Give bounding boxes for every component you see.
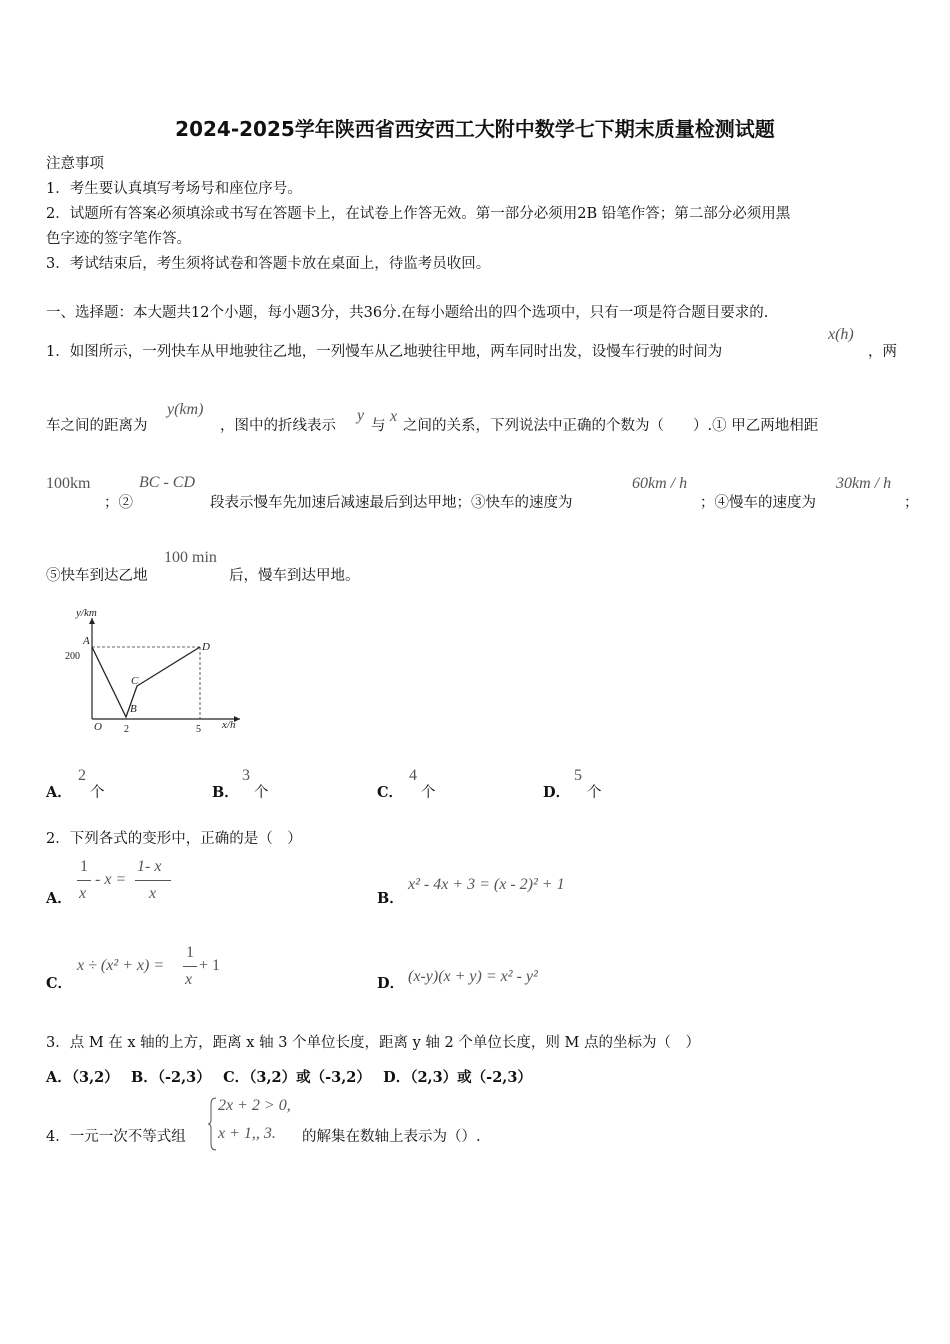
- q2-option-b-label: B．: [377, 890, 404, 907]
- q2-option-c-formula: [77, 944, 237, 994]
- fraction-bar: [183, 966, 197, 967]
- y-tick-label: 200: [65, 651, 80, 662]
- distance-polyline: [92, 647, 200, 717]
- section-heading: 一、选择题：本大题共12个小题，每小题3分，共36分.在每小题给出的四个选项中，只有一项是符合题目要求的.: [46, 305, 769, 321]
- q1-option-b-value: 3: [242, 767, 250, 784]
- brace-icon: [207, 1096, 217, 1152]
- formula-left: x ÷ (x² + x) =: [77, 957, 165, 974]
- q1-math-ykm: y(km): [167, 401, 204, 418]
- q4-inequality-2: x + 1,, 3.: [218, 1125, 276, 1142]
- formula-right: + 1: [199, 957, 221, 974]
- q1-line3-b: 段表示慢车先加速后减速最后到达甲地；③快车的速度为: [210, 495, 573, 511]
- page-title: 2024-2025学年陕西省西安西工大附中数学七下期末质量检测试题: [175, 117, 775, 141]
- fraction-denominator: x: [149, 885, 157, 902]
- fraction-bar: [77, 880, 91, 881]
- y-axis-label: y/km: [76, 607, 97, 619]
- q1-line3-d: ；: [904, 495, 919, 511]
- notice-item: 2．试题所有答案必须填涂或书写在答题卡上，在试卷上作答无效。第一部分必须用2B 铅笔作答；第二部分必须用黑: [46, 206, 791, 222]
- q1-line1-end: ，两: [868, 344, 897, 360]
- q1-math-y: y: [357, 407, 365, 424]
- q2-option-c-label: C．: [46, 975, 73, 992]
- q3-options: A．（3,2） B．（-2,3） C．（3,2）或（-3,2） D．（2,3）或（-2,3）: [46, 1069, 532, 1086]
- q1-math-100km: 100km: [46, 475, 91, 492]
- q1-line2-b: ，图中的折线表示: [220, 418, 336, 434]
- q1-option-c-value: 4: [409, 767, 417, 784]
- q4-inequality-1: 2x + 2 > 0,: [218, 1097, 291, 1114]
- q1-math-60: 60km / h: [632, 475, 688, 492]
- q1-line2-a: 车之间的距离为: [46, 418, 148, 434]
- q1-line4-a: ⑤快车到达乙地: [46, 568, 148, 584]
- q2-option-a-formula: [77, 858, 177, 908]
- q2-option-d-formula: (x-y)(x + y) = x² - y²: [408, 968, 538, 985]
- q1-math-30: 30km / h: [836, 475, 892, 492]
- q1-option-c-unit: 个: [421, 785, 436, 801]
- q1-line3-a: ；②: [104, 495, 133, 511]
- q1-graph: [60, 604, 250, 744]
- q2-option-d-label: D．: [377, 975, 405, 992]
- fraction-bar: [135, 880, 171, 881]
- q1-option-b-unit: 个: [254, 785, 269, 801]
- x-axis-label: x/h: [222, 719, 236, 731]
- q1-math-100min: 100 min: [164, 549, 217, 566]
- q1-option-b-label: B．: [212, 784, 239, 801]
- q1-math-xh: x(h): [828, 326, 854, 343]
- point-label-a: A: [83, 635, 90, 647]
- q1-math-x: x: [390, 408, 398, 425]
- q2-option-b-formula: x² - 4x + 3 = (x - 2)² + 1: [408, 876, 565, 893]
- q1-option-a-unit: 个: [90, 785, 105, 801]
- q1-line2-d: 之间的关系，下列说法中正确的个数为（ ）.① 甲乙两地相距: [403, 418, 819, 434]
- fraction-denominator: x: [79, 885, 87, 902]
- q1-line4-b: 后，慢车到达甲地。: [229, 568, 360, 584]
- q1-line2-c: 与: [371, 418, 386, 434]
- q4-stem-end: 的解集在数轴上表示为（）.: [302, 1129, 481, 1145]
- point-label-b: B: [130, 703, 137, 715]
- x-tick-label: 5: [196, 724, 201, 735]
- q1-option-d-unit: 个: [587, 785, 602, 801]
- x-tick-label: 2: [124, 724, 129, 735]
- point-label-c: C: [131, 675, 139, 687]
- fraction-numerator: 1: [80, 858, 88, 875]
- q4-stem: 4．一元一次不等式组: [46, 1129, 186, 1145]
- q1-line3-c: ；④慢车的速度为: [700, 495, 816, 511]
- q1-option-d-value: 5: [574, 767, 582, 784]
- notice-item: 3．考试结束后，考生须将试卷和答题卡放在桌面上，待监考员收回。: [46, 256, 491, 272]
- notice-heading: 注意事项: [46, 156, 104, 172]
- formula-middle: - x =: [95, 871, 127, 888]
- q2-stem: 2．下列各式的变形中，正确的是（ ）: [46, 831, 302, 847]
- fraction-numerator: 1: [186, 944, 194, 961]
- fraction-denominator: x: [185, 971, 193, 988]
- fraction-numerator: 1- x: [137, 858, 162, 875]
- q3-stem: 3．点 M 在 x 轴的上方，距离 x 轴 3 个单位长度，距离 y 轴 2 个单位长度，则 M 点的坐标为（ ）: [46, 1035, 700, 1051]
- q2-option-a-label: A．: [46, 890, 72, 907]
- q1-option-c-label: C．: [377, 784, 404, 801]
- q1-line1: 1．如图所示，一列快车从甲地驶往乙地，一列慢车从乙地驶往甲地，两车同时出发，设慢车行驶的时间为: [46, 344, 723, 360]
- q1-option-d-label: D．: [543, 784, 571, 801]
- q1-option-a-label: A．: [46, 784, 72, 801]
- q1-math-bccd: BC - CD: [139, 474, 195, 491]
- notice-item: 色字迹的签字笔作答。: [46, 231, 191, 247]
- origin-label: O: [94, 721, 102, 733]
- q1-option-a-value: 2: [78, 767, 86, 784]
- notice-item: 1．考生要认真填写考场号和座位序号。: [46, 181, 302, 197]
- point-label-d: D: [202, 641, 210, 653]
